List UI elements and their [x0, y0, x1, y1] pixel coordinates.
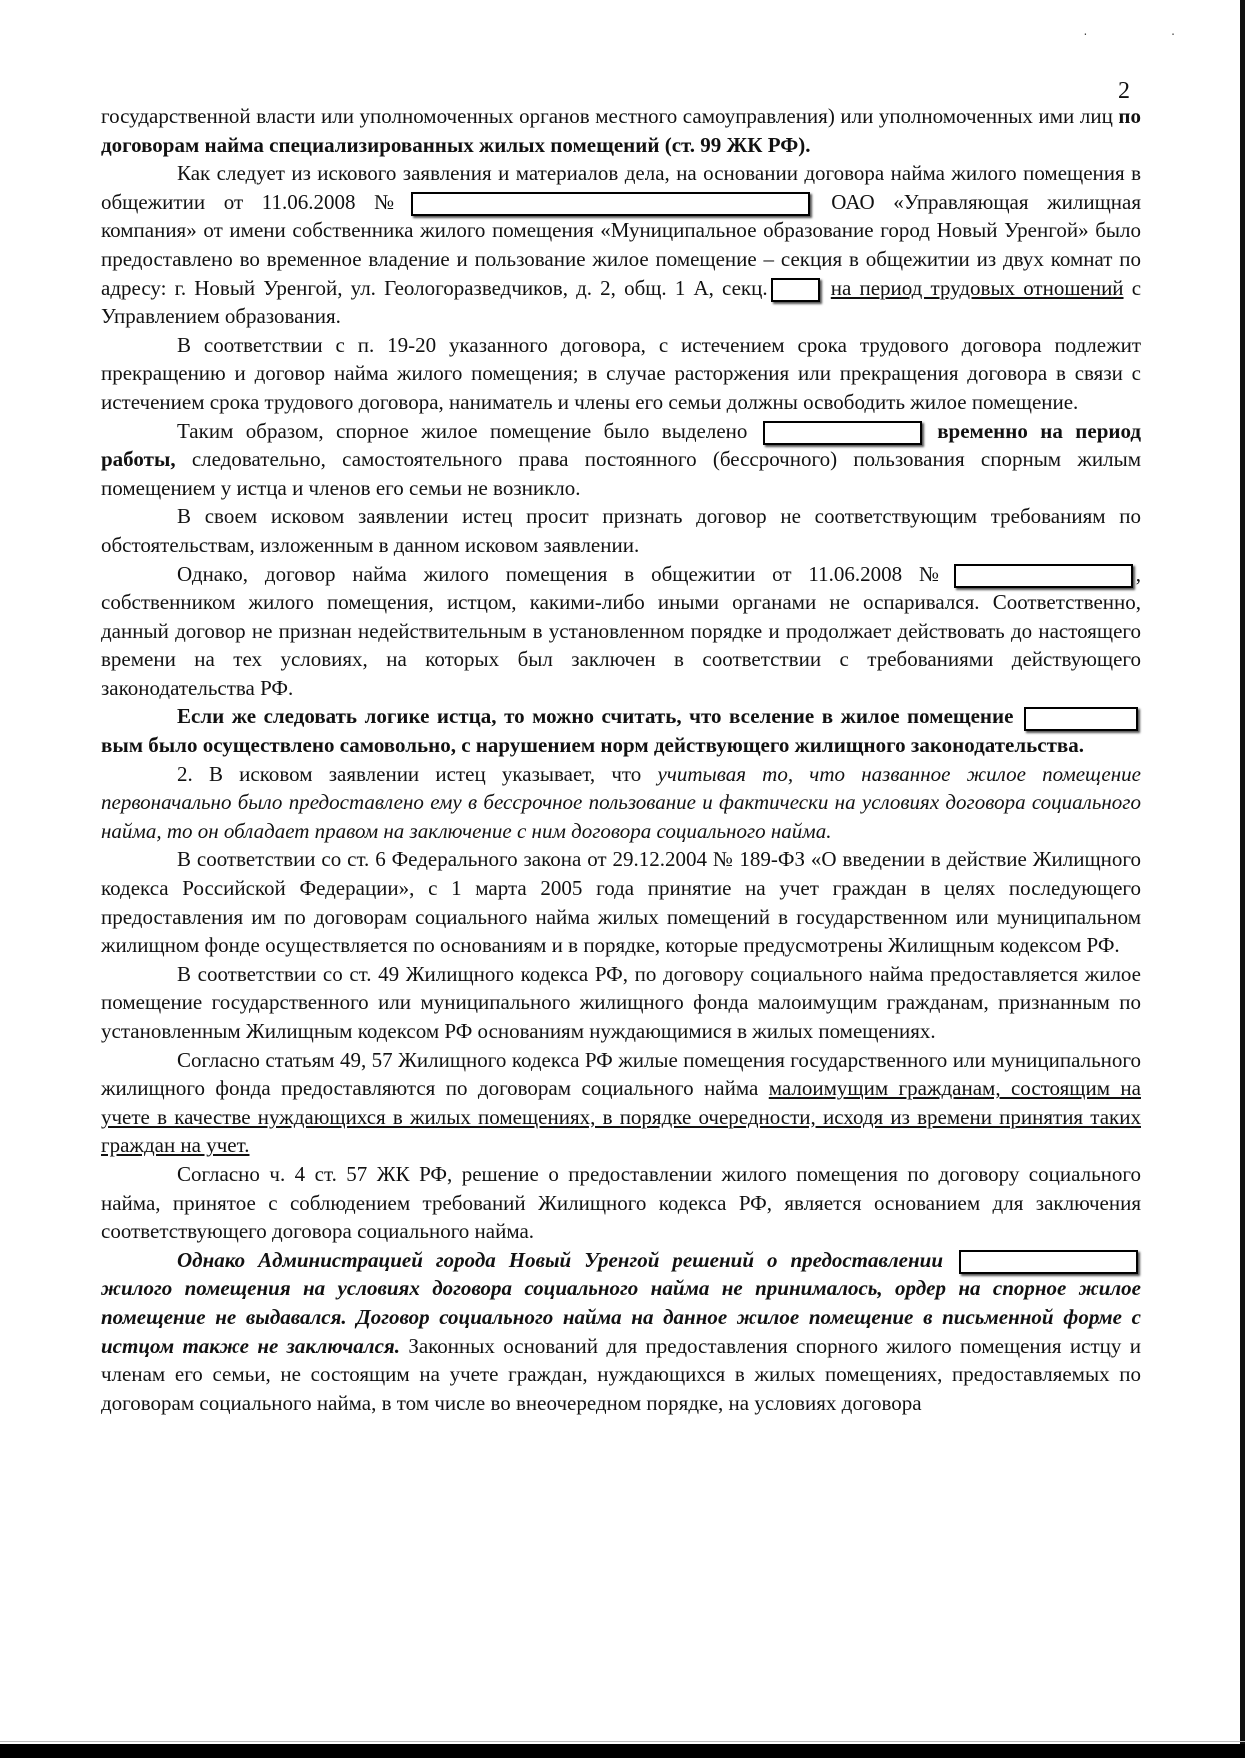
paragraph-text: Таким образом, спорное жилое помещение было выделено: [177, 418, 748, 443]
scan-specks: ‧ ‧: [1083, 28, 1215, 42]
scan-right-border: [1240, 0, 1245, 1758]
redaction-box: [959, 1250, 1138, 1274]
paragraph-text: следовательно, самостоятельного права постоянного (бессрочного) пользования спорным жилым помещением у истца и членов его семьи не возникло.: [101, 447, 1141, 500]
paragraph-text: Как следует из искового заявления и материалов дела, на основании договора найма жилого помещения в общежитии от 11.06.2008 №: [101, 161, 1141, 214]
page-number: 2: [1118, 78, 1130, 104]
redaction-box: [411, 192, 810, 216]
paragraph-10: В соответствии со ст. 49 Жилищного кодекса РФ, по договору социального найма предоставляется жилое помещение государственного или муниципального жилищного фонда малоимущим гражданам, признанным по установленным Жилищным кодексом РФ основаниям нуждающимися в жилых помещениях.: [101, 961, 1141, 1043]
paragraph-4: [101, 417, 1141, 503]
paragraph-5: В своем исковом заявлении истец просит признать договор не соответствующим требованиям по обстоятельствам, изложенным в данном исковом заявлении.: [101, 504, 1141, 557]
paragraph-12: Согласно ч. 4 ст. 57 ЖК РФ, решение о предоставлении жилого помещения по договору социального найма, принятое с соблюдением требований Жилищного кодекса РФ, является основанием для заключения соответствующего договора социального найма.: [101, 1161, 1141, 1244]
bold-text: временно на период работы,: [101, 418, 1142, 472]
paragraph-7: [101, 702, 1141, 759]
paragraph-text: с Управлением образования.: [101, 275, 1142, 329]
paragraph-text: Согласно статьям 49, 57 Жилищного кодекса РФ жилые помещения государственного или муниципального жилищного фонда предоставляются по договорам социального найма: [101, 1047, 1141, 1101]
paragraph-text: , собственником жилого помещения, истцом, какими-либо иными органами не оспаривался. Соответственно, данный договор не признан недействительным в установленном порядке и продолжает действовать до настоящего времени на тех условиях, на которых был заключен в соответствии с требованиями действующего законодательства РФ.: [101, 561, 1141, 700]
bold-text: по договорам найма специализированных жилых помещений (ст. 99 ЖК РФ).: [101, 104, 1141, 157]
paragraph-11: [101, 1046, 1141, 1160]
document-body: [101, 102, 1141, 1417]
paragraph-3: В соответствии с п. 19-20 указанного договора, с истечением срока трудового договора подлежит прекращению и договор найма жилого помещения; в случае расторжения или прекращения договора в связи с истечением срока трудового договора, наниматель и члены его семьи должны освободить жилое помещение.: [101, 332, 1141, 414]
redaction-box: [771, 278, 820, 302]
underlined-text: на период трудовых отношений: [830, 275, 1124, 300]
paragraph-text: государственной власти или уполномоченных органов местного самоуправления) или уполномоченных ими лиц: [101, 104, 1119, 128]
bold-text: Если же следовать логике истца, то можно считать, что вселение в жилое помещение: [177, 704, 1014, 729]
paragraph-2: [101, 159, 1141, 331]
bold-text: вым было осуществлено самовольно, с нарушением норм действующего жилищного законодательства.: [101, 733, 1084, 758]
paragraph-13: [101, 1246, 1141, 1418]
bold-italic-text: жилого помещения на условиях договора социального найма не принималось, ордер на спорное жилое помещение не выдавался. Договор социального найма на данное жилое помещение в письменной форме с истцом также не заключался.: [101, 1276, 1141, 1358]
scan-bottom-border: [0, 1744, 1245, 1758]
paragraph-text: Законных оснований для предоставления спорного жилого помещения истцу и членам его семьи, не состоящим на учете граждан, нуждающихся в жилых помещениях, предоставляемых по договорам социального найма, в том числе во внеочередном порядке, на условиях договора: [101, 1333, 1142, 1415]
italic-text: учитывая то, что названное жилое помещение первоначально было предоставлено ему в бессрочное пользование и фактически на условиях договора социального найма, то он обладает правом на заключение с ним договора социального найма.: [101, 761, 1141, 843]
paragraph-text: Однако, договор найма жилого помещения в общежитии от 11.06.2008 №: [177, 561, 951, 586]
paragraph-1: [101, 102, 1141, 159]
paragraph-text: 2. В исковом заявлении истец указывает, что: [177, 761, 658, 786]
underlined-text: малоимущим гражданам, состоящим на учете в качестве нуждающихся в жилых помещениях, в порядке очередности, исходя из времени принятия таких граждан на учет.: [101, 1076, 1141, 1158]
redaction-box: [763, 421, 922, 445]
paragraph-text: ОАО «Управляющая жилищная компания» от имени собственника жилого помещения «Муниципальное образование город Новый Уренгой» было предоставлено во временное владение и пользование жилое помещение – секция в общежитии из двух комнат по адресу: г. Новый Уренгой, ул. Геологоразведчиков, д. 2, общ. 1 А, секц.: [101, 189, 1141, 300]
scan-bottom-line: [0, 1741, 1245, 1742]
paragraph-9: В соответствии со ст. 6 Федерального закона от 29.12.2004 № 189-ФЗ «О введении в действие Жилищного кодекса Российской Федерации», с 1 марта 2005 года принятие на учет граждан в целях последующего предоставления им по договорам социального найма жилых помещений в государственном или муниципальном жилищном фонде осуществляется по основаниям и в порядке, которые предусмотрены Жилищным кодексом РФ.: [101, 847, 1141, 958]
redaction-box: [1024, 707, 1138, 731]
bold-italic-text: Однако Администрацией города Новый Уренгой решений о предоставлении: [177, 1247, 944, 1272]
paragraph-8: [101, 760, 1141, 846]
paragraph-6: [101, 560, 1141, 703]
redaction-box: [954, 564, 1133, 588]
